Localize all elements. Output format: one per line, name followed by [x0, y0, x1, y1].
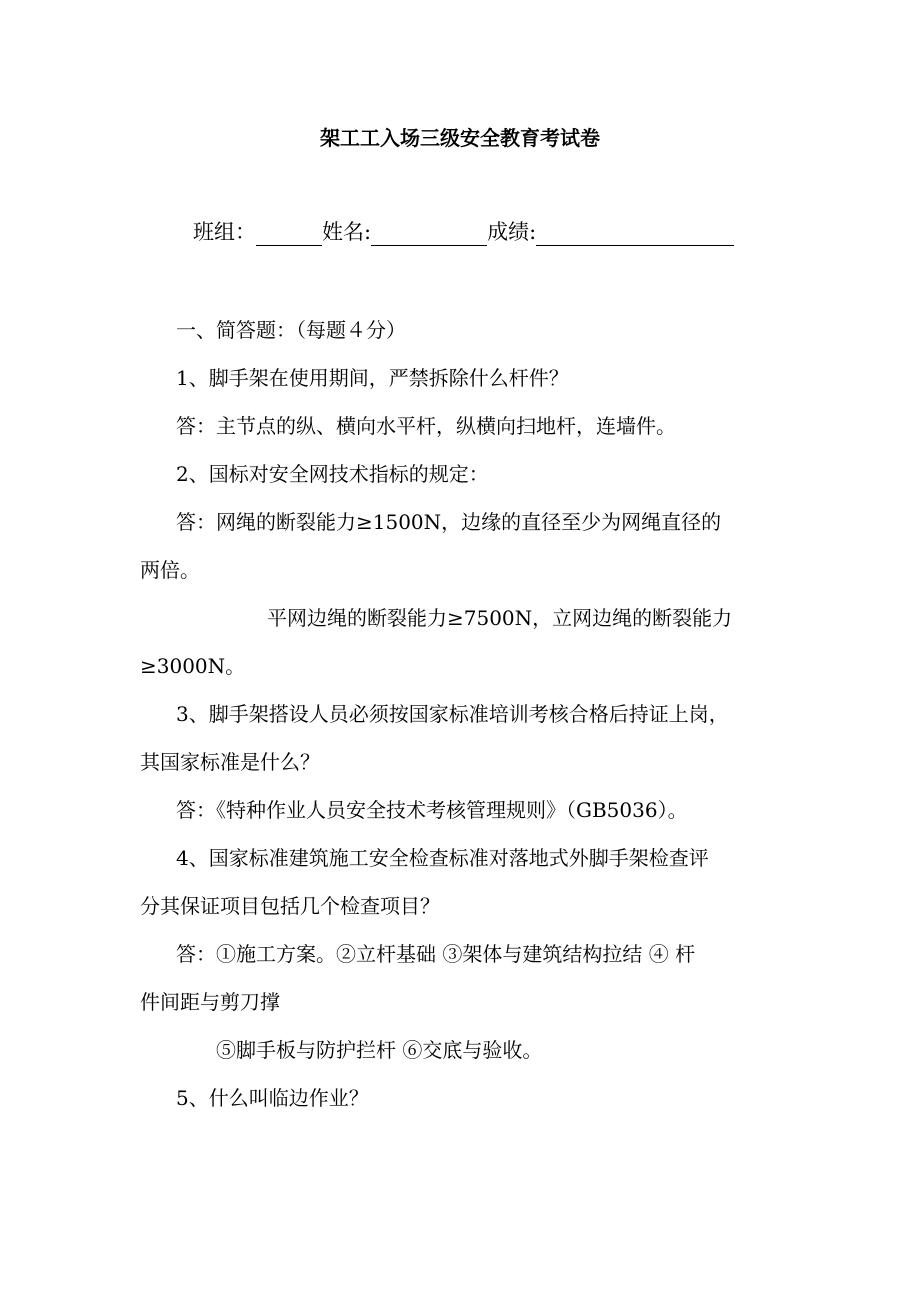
name-blank[interactable] — [371, 219, 487, 246]
question-4-line1: 4、国家标准建筑施工安全检查标准对落地式外脚手架检查评 — [176, 846, 709, 870]
answer-4-line3: ⑤脚手板与防护拦杆 ⑥交底与验收。 — [216, 1038, 543, 1062]
class-label: 班组： — [193, 220, 256, 244]
question-4-line2: 分其保证项目包括几个检查项目？ — [140, 894, 440, 918]
student-info-line — [193, 216, 734, 248]
answer-2-line4: ≥3000N。 — [140, 654, 246, 678]
question-3-line1: 3、脚手架搭设人员必须按国家标准培训考核合格后持证上岗， — [176, 702, 729, 726]
section-heading: 一、简答题：（每题４分） — [176, 318, 406, 342]
question-3-line2: 其国家标准是什么？ — [140, 750, 320, 774]
answer-4-line1: 答：①施工方案。②立杆基础 ③架体与建筑结构拉结 ④ 杆 — [176, 942, 696, 966]
answer-1: 答：主节点的纵、横向水平杆，纵横向扫地杆，连墙件。 — [176, 414, 676, 438]
score-label: 成绩: — [487, 220, 537, 244]
answer-2-line1: 答：网绳的断裂能力≥1500N，边缘的直径至少为网绳直径的 — [176, 510, 722, 534]
score-blank[interactable] — [536, 219, 734, 246]
name-label: 姓名: — [322, 220, 372, 244]
answer-2-line3: 平网边绳的断裂能力≥7500N，立网边绳的断裂能力 — [267, 606, 733, 630]
question-2: 2、国标对安全网技术指标的规定： — [176, 462, 489, 486]
class-blank[interactable] — [256, 219, 322, 246]
question-5: 5、什么叫临边作业？ — [176, 1086, 369, 1110]
question-1: 1、脚手架在使用期间，严禁拆除什么杆件？ — [176, 366, 569, 390]
answer-3: 答：《特种作业人员安全技术考核管理规则》（GB5036）。 — [176, 798, 688, 822]
answer-2-line2: 两倍。 — [140, 558, 200, 582]
exam-title: 架工工入场三级安全教育考试卷 — [320, 126, 600, 150]
answer-4-line2: 件间距与剪刀撑 — [140, 990, 280, 1014]
